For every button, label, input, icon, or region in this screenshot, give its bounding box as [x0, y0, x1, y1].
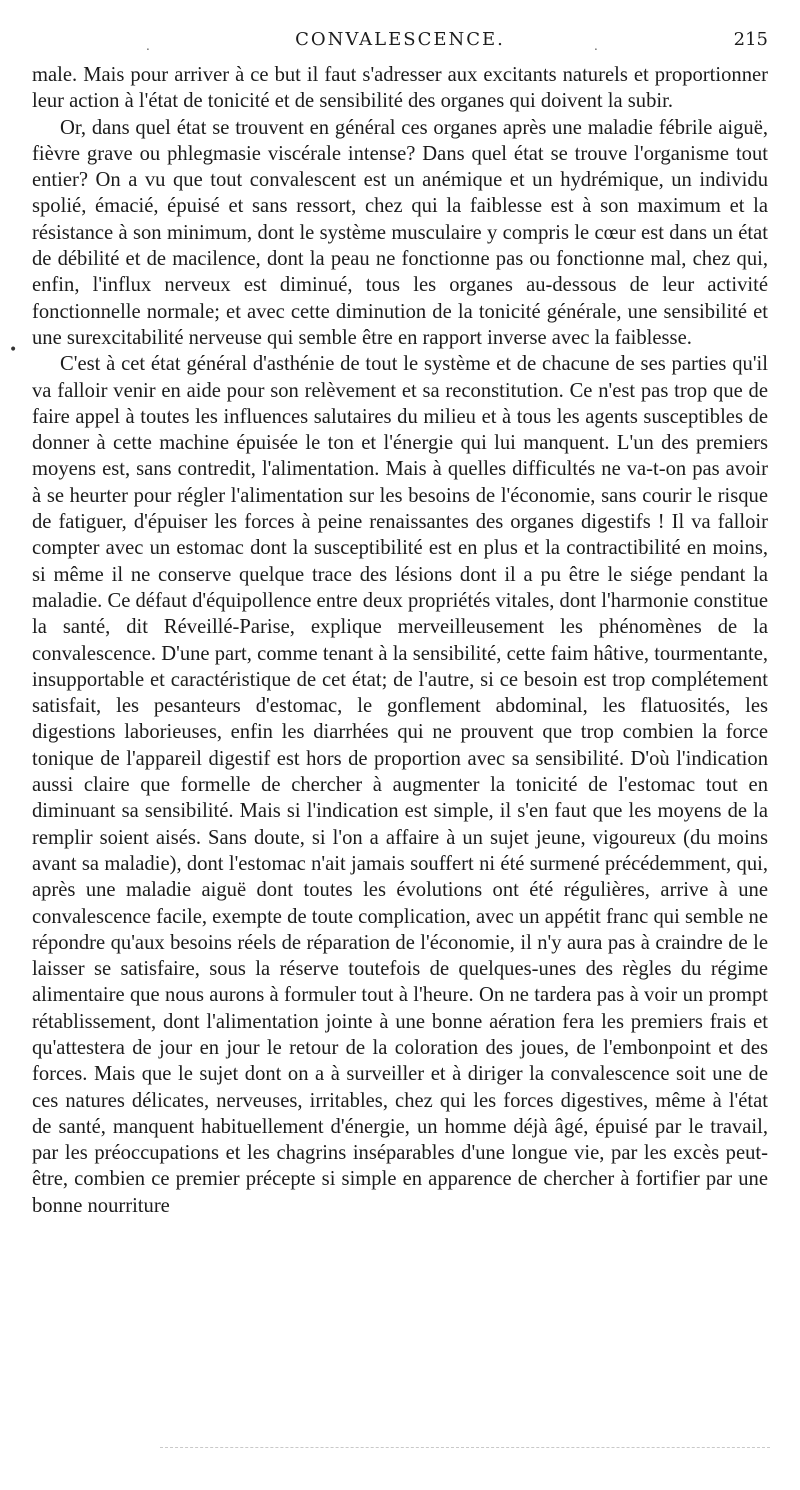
header-dot-right: .	[594, 39, 598, 53]
bottom-dashed-rule	[160, 1447, 770, 1448]
running-header	[32, 29, 768, 55]
header-dot-left: .	[146, 39, 150, 53]
body-text	[32, 62, 768, 1219]
running-title: CONVALESCENCE.	[295, 29, 505, 50]
page-number: 215	[733, 29, 768, 50]
margin-dot: •	[9, 342, 18, 358]
paragraph-continuation: male. Mais pour arriver à ce but il faut s'adresser aux excitants naturels et proportionner leur action à l'état de tonicité et de sensibilité des organes qui doivent la subir.	[32, 64, 768, 113]
paragraph: Or, dans quel état se trouvent en général ces organes après une maladie fébrile aiguë, fièvre grave ou phlegmasie viscérale intense? Dans quel état se trouve l'organisme tout entier? On a vu que tout convalescent est un anémique et un hydrémique, un individu spolié, émacié, épuisé et sans ressort, chez qui la faiblesse est à son maximum et la résistance à son minimum, dont le système musculaire y compris le cœur est dans un état de débilité et de macilence, dont la peau ne fonctionne pas ou fonctionne mal, chez qui, enfin, l'influx nerveux est diminué, tous les organes au-dessous de leur activité fonctionnelle normale; et avec cette diminution de la tonicité générale, une sensibilité et une surexcitabilité nerveuse qui semble être en rapport inverse avec la faiblesse.	[32, 116, 768, 349]
paragraph: C'est à cet état général d'asthénie de tout le système et de chacune de ses parties qu'il va falloir venir en aide pour son relèvement et sa reconstitution. Ce n'est pas trop que de faire appel à toutes les influences salutaires du milieu et à tous les agents susceptibles de donner à cette machine épuisée le ton et l'énergie qui lui manquent. L'un des premiers moyens est, sans contredit, l'alimentation. Mais à quelles difficultés ne va-t-on pas avoir à se heurter pour régler l'alimentation sur les besoins de l'économie, sans courir le risque de fatiguer, d'épuiser les forces à peine renaissantes des organes digestifs ! Il va falloir compter avec un estomac dont la susceptibilité est en plus et la contractibilité en moins, si même il ne conserve quelque trace des lésions dont il a pu être le siége pendant la maladie. Ce défaut d'équipollence entre deux propriétés vitales, dont l'harmonie constitue la santé, dit Réveillé-Parise, explique merveilleusement les phénomènes de la convalescence. D'une part, comme tenant à la sensibilité, cette faim hâtive, tourmentante, insupportable et caractéristique de cet état; de l'autre, si ce besoin est trop complétement satisfait, les pesanteurs d'estomac, le gonflement abdominal, les flatuosités, les digestions laborieuses, enfin les diarrhées qui ne prouvent que trop combien la force tonique de l'appareil digestif est hors de proportion avec sa sensibilité. D'où l'indication aussi claire que formelle de chercher à augmenter la tonicité de l'estomac tout en diminuant sa sensibilité. Mais si l'indication est simple, il s'en faut que les moyens de la remplir soient aisés. Sans doute, si l'on a affaire à un sujet jeune, vigoureux (du moins avant sa maladie), dont l'estomac n'ait jamais souffert ni été surmené précédemment, qui, après une maladie aiguë dont toutes les évolutions ont été régulières, arrive à une convalescence facile, exempte de toute complication, avec un appétit franc qui semble ne répondre qu'aux besoins réels de réparation de l'économie, il n'y aura pas à craindre de le laisser se satisfaire, sous la réserve toutefois de quelques-unes des règles du régime alimentaire que nous aurons à formuler tout à l'heure. On ne tardera pas à voir un prompt rétablissement, dont l'alimentation jointe à une bonne aération fera les premiers frais et qu'attestera de jour en jour le retour de la coloration des joues, de l'embonpoint et des forces. Mais que le sujet dont on a à surveiller et à diriger la convalescence soit une de ces natures délicates, nerveuses, irritables, chez qui les forces digestives, même à l'état de santé, manquent habituellement d'énergie, un homme déjà âgé, épuisé par le travail, par les préoccupations et les chagrins inséparables d'une longue vie, par les excès peut-être, combien ce premier précepte si simple en apparence de chercher à fortifier par une bonne nourriture	[32, 353, 768, 1217]
